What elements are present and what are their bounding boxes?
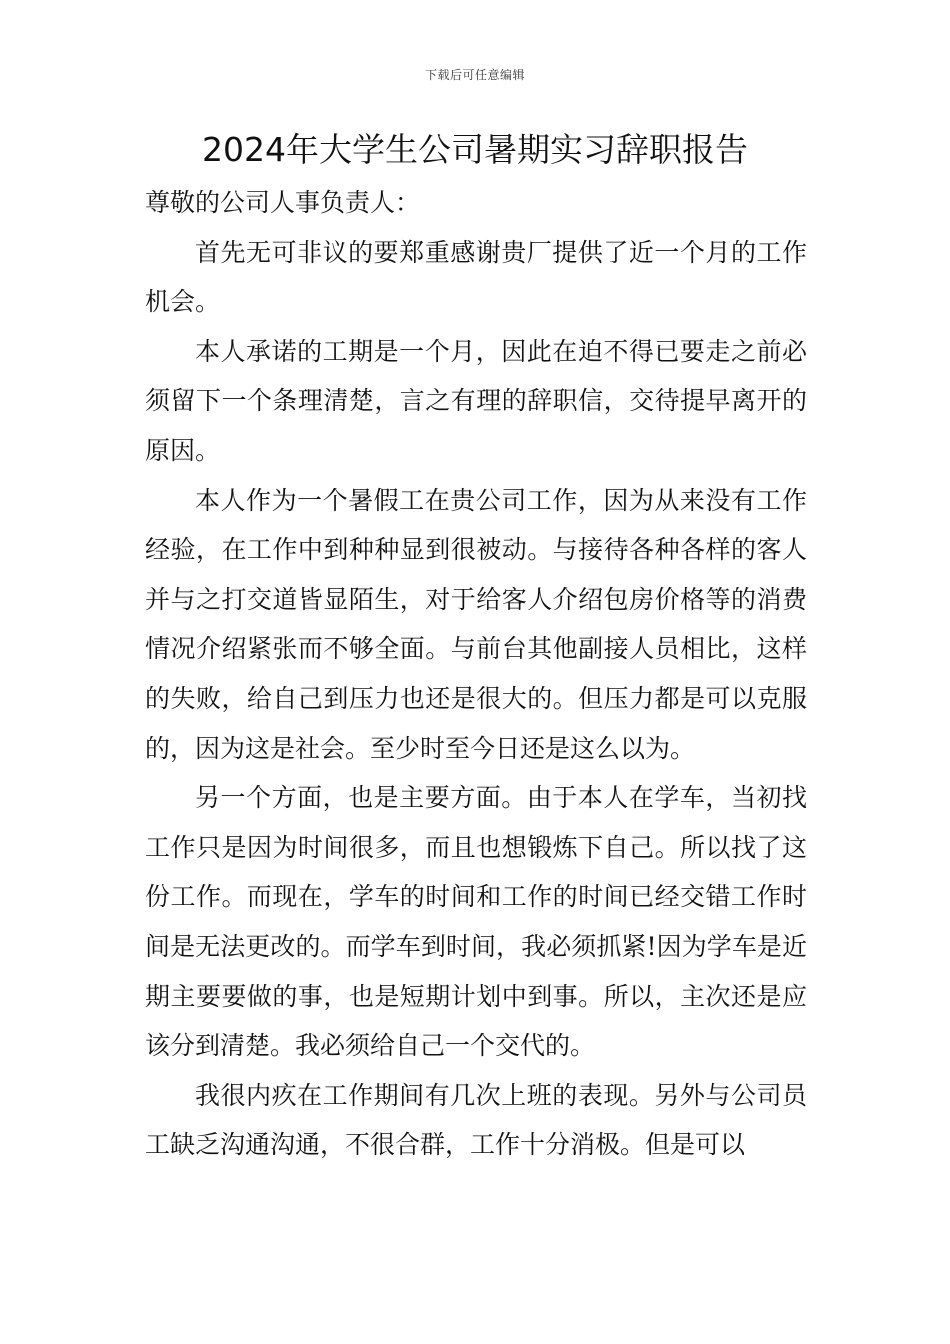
header-note: 下载后可任意编辑 [424, 68, 525, 82]
paragraph-5: 我很内疚在工作期间有几次上班的表现。另外与公司员工缺乏沟通沟通，不很合群，工作十分消极。但是可以 [145, 1080, 807, 1160]
document-title: 2024年大学生公司暑期实习辞职报告 [202, 130, 748, 169]
salutation: 尊敬的公司人事负责人： [145, 188, 421, 217]
paragraph-1: 首先无可非议的要郑重感谢贵厂提供了近一个月的工作机会。 [145, 237, 807, 317]
paragraph-3: 本人作为一个暑假工在贵公司工作，因为从来没有工作经验，在工作中到种种显到很被动。与接待各种各样的客人并与之打交道皆显陌生，对于给客人介绍包房价格等的消费情况介绍紧张而不够全面。与前台其他副接人员相比，这样的失败，给自己到压力也还是很大的。但压力都是可以克服的，因为这是社会。至少时至今日还是这么以为。 [145, 485, 807, 763]
paragraph-4: 另一个方面，也是主要方面。由于本人在学车，当初找工作只是因为时间很多，而且也想锻炼下自己。所以找了这份工作。而现在，学车的时间和工作的时间已经交错工作时间是无法更改的。而学车到时间，我必须抓紧!因为学车是近期主要要做的事，也是短期计划中到事。所以，主次还是应该分到清楚。我必须给自己一个交代的。 [145, 783, 807, 1061]
document-body [145, 178, 807, 1170]
paragraph-2: 本人承诺的工期是一个月，因此在迫不得已要走之前必须留下一个条理清楚，言之有理的辞职信，交待提早离开的原因。 [145, 336, 807, 465]
